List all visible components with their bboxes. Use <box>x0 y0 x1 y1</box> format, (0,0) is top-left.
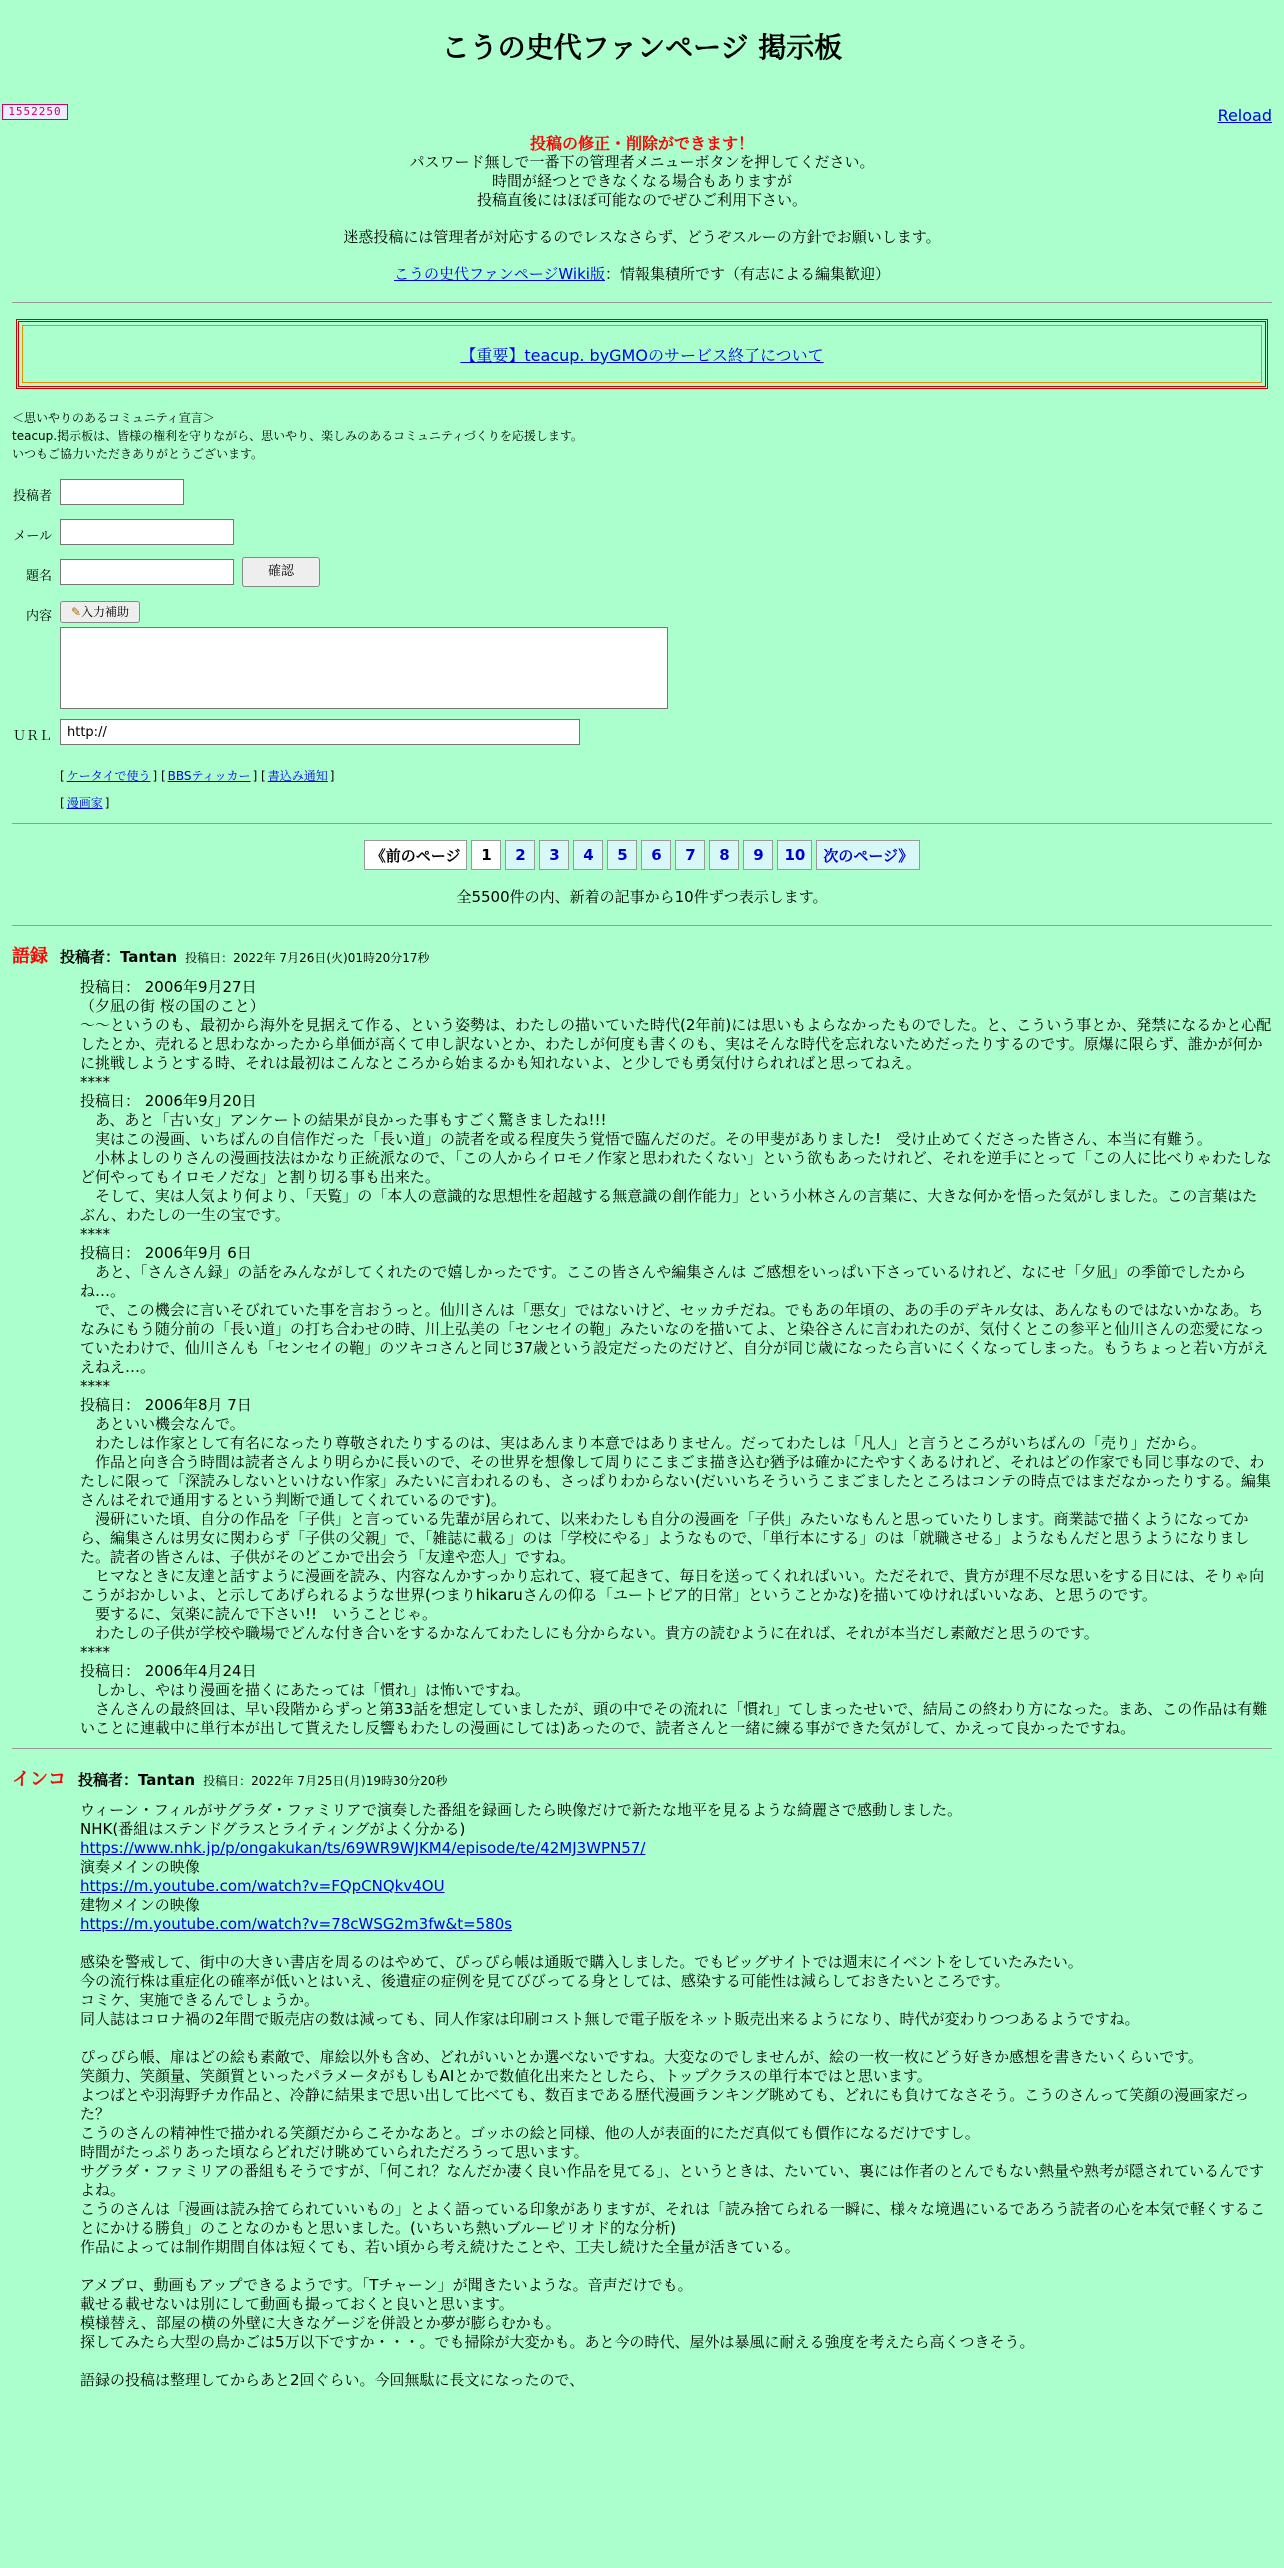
post-line: こうのさんの精神性で描かれる笑顔だからこそかなあと。ゴッホの絵と同様、他の人が表面的にただ真似ても價作になるだけですし。 <box>80 2124 980 2142</box>
input-assist-label: 入力補助 <box>81 605 130 619</box>
page-6[interactable]: 6 <box>641 840 671 870</box>
post-line: 要するに、気楽に読んで下さい!! いうことじゃ。 <box>80 1605 438 1623</box>
name-row <box>12 477 1284 517</box>
post-line: コミケ、実施できるんでしょうか。 <box>80 1991 319 2009</box>
post-line: 投稿日： 2006年9月27日 <box>80 978 257 996</box>
post-body <box>80 978 1272 1738</box>
url-row <box>12 717 1284 761</box>
post-line: 投稿日： 2006年9月 6日 <box>80 1244 252 1262</box>
post-line: 建物メインの映像 <box>80 1896 200 1914</box>
post-line: で、この機会に言いそびれていた事を言おうっと。仙川さんは「悪女」ではないけど、セッカチだね。でもあの年頃の、あの手のデキル女は、あんなものではないかなあ。ちなみにもう随分前の「長い道」の打ち合わせの時、川上弘美の「センセイの鞄」みたいなのを描いてよ、と染谷さんに言われたのが、気付くとこの参平と仙川さんの恋愛になっていたわけで、仙川さんも「センセイの鞄」のツキコさんと同じ37歳という設定だったのだけど、自分が同じ歳になったら言いにくくなってしまった。もうちょっと若い方がええねえ…。 <box>80 1301 1269 1376</box>
notice-line: 時間が経つとできなくなる場合もありますが <box>491 172 792 190</box>
divider <box>12 925 1272 926</box>
post-line: わたしの子供が学校や職場でどんな付き合いをするかなんてわたしにも分からない。貴方の読むように在れば、それが本当だし素敵だと思うのです。 <box>80 1624 1099 1642</box>
post-line: 模様替え、部屋の横の外壁に大きなゲージを併設とか夢が膨らむかも。 <box>80 2314 561 2332</box>
post-url-link[interactable]: https://m.youtube.com/watch?v=FQpCNQkv4OU <box>80 1877 445 1895</box>
ticker-link[interactable]: BBSティッカー <box>167 769 251 783</box>
post-line: 感染を警戒して、街中の大きい書店を周るのはやめて、ぴっぴら帳は通販で購入しました。でもビッグサイトでは週末にイベントをしていたみたい。 <box>80 1953 1083 1971</box>
notice-line: 投稿直後にはほぼ可能なのでぜひご利用下さい。 <box>476 191 807 209</box>
important-notice-link[interactable]: 【重要】teacup. byGMOのサービス終了について <box>460 345 824 365</box>
tool-links: [ ケータイで使う ] [ BBSティッカー ] [ 書込み通知 ] <box>60 769 335 783</box>
post-date: 投稿日：2022年 7月25日(月)19時30分20秒 <box>203 1774 448 1788</box>
next-page-button[interactable]: 次のページ》 <box>816 840 920 870</box>
page-10[interactable]: 10 <box>777 840 812 870</box>
mail-row <box>12 517 1284 557</box>
post-line: **** <box>80 1073 110 1091</box>
pagination <box>0 840 1284 870</box>
post-line: よつばとや羽海野チカ作品と、冷静に結果まで思い出して比べても、数百まである歴代漫画ランキング眺めても、どれにも負けてなさそう。こうのさんって笑顔の漫画家だった？ <box>80 2086 1250 2123</box>
input-assist-button[interactable] <box>60 601 140 623</box>
post-line: 載せる載せないは別にして動画も撮っておくと良いと思います。 <box>80 2295 514 2313</box>
confirm-button[interactable]: 確認 <box>242 557 320 587</box>
access-counter: 1552250 <box>2 104 68 120</box>
blank-line <box>80 2352 1272 2371</box>
post-line: 笑顔力、笑顔量、笑顔質といったパラメータがもしもAIとかで数値化出来たとしたら、トップクラスの単行本ではと思います。 <box>80 2067 932 2085</box>
post-line: ヒマなときに友達と話すように漫画を読み、内容なんかすっかり忘れて、寝て起きて、毎日を送ってくれればいい。ただそれで、貴方が理不尽な思いをする日には、そりゃ向こうがおかしいよ、と示してあげられるような世界(つまりhikaruさんの仰る「ユートピア的日常」ということかな)を描いてゆければいいなあ、と思うのです。 <box>80 1567 1265 1604</box>
post-body <box>80 1801 1272 2390</box>
post-header <box>12 942 1272 968</box>
post-form <box>12 477 1284 811</box>
blank-line <box>80 2029 1272 2048</box>
wiki-line <box>0 265 1284 284</box>
post-line: こうのさんは「漫画は読み捨てられていいもの」とよく語っている印象がありますが、それは「読み捨てられる一瞬に、様々な境遇にいるであろう読者の心を本気で軽くすることにかける勝負」のことなのかもと思いました。(いちいち熱いブルーピリオド的な分析) <box>80 2200 1265 2237</box>
post-link-line <box>80 1877 1272 1896</box>
name-field[interactable] <box>60 479 184 505</box>
post-url-link[interactable]: https://www.nhk.jp/p/ongakukan/ts/69WR9WJKM4/episode/te/42MJ3WPN57/ <box>80 1839 646 1857</box>
post <box>12 1765 1272 2390</box>
declaration-line: ＜思いやりのあるコミュニティ宣言＞ <box>12 411 215 425</box>
post <box>12 942 1272 1738</box>
divider <box>12 823 1272 824</box>
url-label: ＵＲＬ <box>12 729 52 744</box>
important-notice-box <box>16 319 1268 389</box>
wiki-suffix: ：情報集積所です（有志による編集歓迎） <box>604 265 890 283</box>
mail-field[interactable] <box>60 519 234 545</box>
page-3[interactable]: 3 <box>539 840 569 870</box>
post-line: 投稿日： 2006年4月24日 <box>80 1662 257 1680</box>
post-line: あと、「さんさん録」の話をみんながしてくれたので嬉しかったです。ここの皆さんや編集さんは ご感想をいっぱい下さっているけれど、なにせ「夕凪」の季節でしたからね…。 <box>80 1263 1247 1300</box>
page-2[interactable]: 2 <box>505 840 535 870</box>
page-7[interactable]: 7 <box>675 840 705 870</box>
declaration-line: いつもご協力いただきありがとうございます。 <box>12 447 264 461</box>
total-count: 全5500件の内、新着の記事から10件ずつ表示します。 <box>456 888 828 906</box>
post-line: しかし、やはり漫画を描くにあたっては「慣れ」は怖いですね。 <box>80 1681 531 1699</box>
post-line: 今の流行株は重症化の確率が低いとはいえ、後遺症の症例を見てびびってる身としては、感染する可能性は減らしておきたいところです。 <box>80 1972 1010 1990</box>
post-line: アメブロ、動画もアップできるようです。「Tチャーン」が聞きたいような。音声だけでも。 <box>80 2276 693 2294</box>
pen-icon: ✎ <box>70 605 82 619</box>
page-5[interactable]: 5 <box>607 840 637 870</box>
post-line: わたしは作家として有名になったり尊敬されたりするのは、実はあんまり本意ではありません。だってわたしは「凡人」と言うところがいちばんの「売り」だから。 <box>80 1434 1206 1452</box>
post-line: **** <box>80 1225 110 1243</box>
page-9[interactable]: 9 <box>743 840 773 870</box>
post-url-link[interactable]: https://m.youtube.com/watch?v=78cWSG2m3fw&t=580s <box>80 1915 513 1933</box>
post-line: 投稿日： 2006年9月20日 <box>80 1092 257 1110</box>
post-line: 漫研にいた頃、自分の作品を「子供」と言っている先輩が居られて、以来わたしも自分の漫画を「子供」みたいなもんと思っていたりします。商業誌で描くようになってから、編集さんは男女に関わらず「子供の父親」で、「雑誌に載る」のは「学校にやる」ようなもので、「単行本にする」のは「就職させる」ようなもんだと思うようになりました。読者の皆さんは、子供がそのどこかで出会う「友達や恋人」ですね。 <box>80 1510 1250 1566</box>
post-line: そして、実は人気より何より、「天覧」の「本人の意識的な思想性を超越する無意識の創作能力」という小林さんの言葉に、大きな何かを悟った気がしました。この言葉はたぶん、わたしの一生の宝です。 <box>80 1187 1258 1224</box>
notice-line: パスワード無しで一番下の管理者メニューボタンを押してください。 <box>409 153 875 171</box>
post-header <box>12 1765 1272 1791</box>
content-row <box>12 601 1284 717</box>
edit-notice-heading: 投稿の修正・削除ができます！ <box>529 134 754 153</box>
page-1[interactable]: 1 <box>471 840 501 870</box>
spam-notice: 迷惑投稿には管理者が対応するのでレスなさらず、どうぞスルーの方針でお願いします。 <box>343 228 941 246</box>
post-title: インコ <box>12 1769 66 1790</box>
subject-label: 題名 <box>25 569 52 584</box>
post-line: 語録の投稿は整理してからあと2回ぐらい。今回無駄に長文になったので、 <box>80 2371 585 2389</box>
post-line: 実はこの漫画、いちばんの自信作だった「長い道」の読者を或る程度失う覚悟で臨んだのだ。その甲斐がありました! 受け止めてくださった皆さん、本当に有難う。 <box>80 1130 1212 1148</box>
post-line: 投稿日： 2006年8月 7日 <box>80 1396 252 1414</box>
url-field[interactable]: http:// <box>60 719 580 745</box>
post-line: さんさんの最終回は、早い段階からずっと第33話を想定していましたが、頭の中でその流れに「慣れ」てしまったせいで、結局この終わり方になった。まあ、この作品は有難いことに連載中に単行本が出して貰えたし反響もわたしの漫画にしては)あったので、読者さんと一緒に練る事ができた気がして、かえって良かったですね。 <box>80 1700 1268 1737</box>
post-date: 投稿日：2022年 7月26日(火)01時20分17秒 <box>185 951 430 965</box>
post-link-line <box>80 1915 1272 1934</box>
name-label: 投稿者 <box>12 489 52 504</box>
blank-line <box>80 1934 1272 1953</box>
community-declaration <box>12 409 1272 463</box>
blank-line <box>80 2257 1272 2276</box>
post-title: 語録 <box>12 946 48 967</box>
post-line: 小林よしのりさんの漫画技法はかなり正統派なので、「この人からイロモノ作家と思われたくない」という欲もあったけれど、それを逆手にとって「この人に比べりゃわたしなど何やってもイロモノだな」と割り切る事も出来た。 <box>80 1149 1272 1186</box>
page-4[interactable]: 4 <box>573 840 603 870</box>
reload-link[interactable]: Reload <box>1217 106 1272 125</box>
divider <box>12 302 1272 303</box>
post-line: 同人誌はコロナ禍の2年間で販売店の数は減っても、同人作家は印刷コスト無しで電子版をネット販売出来るようになり、時代が変わりつつあるようですね。 <box>80 2010 1140 2028</box>
content-label: 内容 <box>25 609 52 624</box>
post-line: 演奏メインの映像 <box>80 1858 200 1876</box>
post-line: 作品によっては制作期間自体は短くても、若い頃から考え続けたことや、工夫し続けた全量が活きている。 <box>80 2238 800 2256</box>
post-line: **** <box>80 1377 110 1395</box>
post-line: NHK(番組はステンドグラスとライティングがよく分かる) <box>80 1820 466 1838</box>
page-title: こうの史代ファンページ 掲示板 <box>441 31 843 64</box>
post-line: サグラダ・ファミリアの番組もそうですが、「何これ？なんだか凄く良い作品を見てる」、というときは、たいてい、裏には作者のとんでもない熱量や熟考が隠されているんですよね。 <box>80 2162 1264 2199</box>
post-line: ～～というのも、最初から海外を見据えて作る、という姿勢は、わたしの描いていた時代(2年前)には思いもよらなかったものでした。と、こういう事とか、発禁になるかと心配したとか、売れると思わなかったから単価が高くて申し訳ないとか、わたしが何度も書くのも、実はそんな時代を忘れないためだったりするのです。原爆に限らず、誰かが何かに挑戦しようとする時、それは最初はこんなところから始まるかも知れないよ、と少しでも勇気付けられればと思ってねえ。 <box>80 1016 1272 1072</box>
subject-field[interactable] <box>60 559 234 585</box>
prev-page-button[interactable]: 《前のページ <box>364 840 468 870</box>
post-author: 投稿者：Tantan <box>60 948 178 966</box>
post-line: ぴっぴら帳、扉はどの絵も素敵で、扉絵以外も含め、どれがいいとか選べないですね。大変なのでしませんが、絵の一枚一枚にどう好きか感想を書きたいくらいです。 <box>80 2048 1203 2066</box>
subject-row <box>12 557 1284 601</box>
post-author: 投稿者：Tantan <box>78 1771 196 1789</box>
mobile-link[interactable]: ケータイで使う <box>66 769 151 783</box>
mail-label: メール <box>13 529 52 544</box>
post-line: ウィーン・フィルがサグラダ・ファミリアで演奏した番組を録画したら映像だけで新たな地平を見るような綺麗さで感動しました。 <box>80 1801 963 1819</box>
top-row <box>0 78 1284 125</box>
manga-link[interactable]: 漫画家 <box>66 796 103 810</box>
notice-block <box>0 134 1284 284</box>
wiki-link[interactable]: こうの史代ファンページWiki版 <box>394 265 605 283</box>
post-line: （夕凪の街 桜の国のこと） <box>80 997 265 1015</box>
divider <box>12 1748 1272 1749</box>
post-line: **** <box>80 1643 110 1661</box>
post-line: あといい機会なんで。 <box>80 1415 245 1433</box>
page-8[interactable]: 8 <box>709 840 739 870</box>
notify-link[interactable]: 書込み通知 <box>267 769 328 783</box>
manga-links: [ 漫画家 ] <box>60 796 110 810</box>
post-link-line <box>80 1839 1272 1858</box>
post-line: 作品と向き合う時間は読者さんより明らかに長いので、その世界を想像して周りにこまごま描き込む猶予は確かにたやすくあるけれど、それはどの作家でも同じ事なので、わたしに限って「深読みしないといけない作家」みたいに言われるのも、さっぱりわからない(だいいちそういうこまごましたところはコンテの時点ではまだなかったりする。編集さんはそれで通用するという判断で通してくれているのです)。 <box>80 1453 1271 1509</box>
post-line: 時間がたっぷりあった頃ならどれだけ眺めていられただろうって思います。 <box>80 2143 589 2161</box>
post-line: 探してみたら大型の鳥かごは5万以下ですか・・・。でも掃除が大変かも。あと今の時代、屋外は暴風に耐える強度を考えたら高くつきそう。 <box>80 2333 1035 2351</box>
post-line: あ、あと「古い女」アンケートの結果が良かった事もすごく驚きましたね!!! <box>80 1111 607 1129</box>
content-textarea[interactable] <box>60 627 668 709</box>
declaration-line: teacup.掲示板は、皆様の権利を守りながら、思いやり、楽しみのあるコミュニティづくりを応援します。 <box>12 429 583 443</box>
